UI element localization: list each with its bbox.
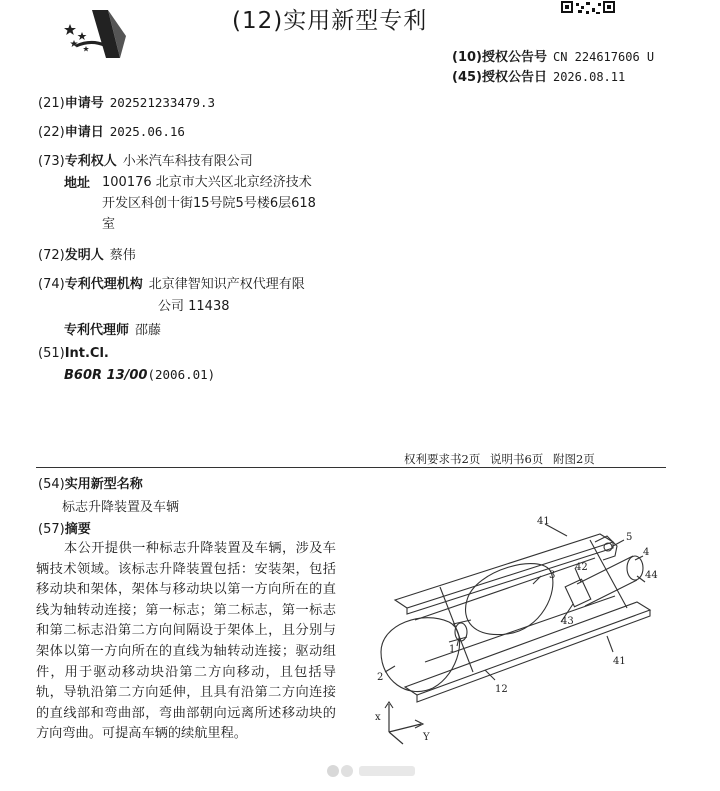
agent-row bbox=[64, 319, 161, 338]
section-divider bbox=[36, 467, 666, 468]
field-label: 申请日 bbox=[64, 125, 104, 140]
address-line: 100176 北京市大兴区北京经济技术 bbox=[102, 175, 312, 190]
patent-drawing bbox=[345, 512, 685, 757]
field-label: 地址 bbox=[64, 176, 91, 191]
label-43: 43 bbox=[561, 616, 574, 627]
field-code: (73) bbox=[38, 154, 65, 169]
application-number-row bbox=[38, 92, 215, 111]
patentee-name: 小米汽车科技有限公司 bbox=[122, 154, 253, 169]
field-code: (74) bbox=[38, 277, 65, 292]
label-44: 44 bbox=[645, 570, 658, 581]
axis-x-label: x bbox=[375, 712, 381, 723]
application-number: 202521233479.3 bbox=[109, 95, 216, 110]
application-date: 2025.06.16 bbox=[109, 124, 185, 139]
cnipa-logo-icon bbox=[62, 6, 136, 64]
agency-name: 北京律智知识产权代理有限 bbox=[148, 277, 305, 292]
watermark-icon bbox=[325, 762, 421, 780]
field-code: (51) bbox=[38, 346, 65, 361]
field-code: (57) bbox=[38, 522, 65, 537]
field-label: 实用新型名称 bbox=[64, 477, 143, 492]
document-title: (12)实用新型专利 bbox=[232, 8, 428, 34]
field-code: (21) bbox=[38, 96, 65, 111]
label-4: 4 bbox=[643, 547, 650, 558]
label-42: 42 bbox=[575, 562, 588, 573]
publication-number: CN 224617606 U bbox=[552, 50, 655, 64]
field-label: 专利代理师 bbox=[64, 323, 130, 338]
field-code: (22) bbox=[38, 125, 65, 140]
field-label: 摘要 bbox=[64, 522, 91, 537]
label-1: 1 bbox=[449, 644, 456, 655]
field-label: Int.Cl. bbox=[64, 346, 109, 361]
inventor-row bbox=[38, 244, 136, 263]
field-label: 申请号 bbox=[64, 96, 104, 111]
label-41-top: 41 bbox=[537, 516, 550, 527]
inventor-name: 蔡伟 bbox=[109, 248, 136, 263]
publication-date: 2026.08.11 bbox=[552, 70, 626, 84]
agency-row bbox=[38, 273, 305, 292]
field-code: (54) bbox=[38, 477, 65, 492]
label-2: 2 bbox=[377, 672, 384, 683]
axis-y-label: Y bbox=[423, 732, 430, 743]
address-line: 开发区科创十街15号院5号楼6层618 bbox=[102, 196, 316, 211]
utility-title-text: 标志升降装置及车辆 bbox=[62, 500, 180, 515]
field-label: 专利权人 bbox=[64, 154, 117, 169]
intcl-version: (2006.01) bbox=[147, 367, 216, 382]
utility-title bbox=[62, 496, 179, 515]
intcl-class: B60R 13/00 bbox=[64, 368, 148, 383]
label-5: 5 bbox=[626, 532, 633, 543]
agency-row-continued bbox=[158, 295, 230, 314]
publication-number-row bbox=[452, 46, 654, 65]
intcl-row bbox=[38, 346, 115, 361]
address-line: 室 bbox=[102, 217, 116, 232]
abstract-text: 本公开提供一种标志升降装置及车辆，涉及车辆技术领域。该标志升降装置包括：安装架，包括移动块和架体，架体与移动块以第一方向所在的直线为轴转动连接；第一标志；第二标志，第一标志和第二标志沿第二方向间隔设于架体上，且分别与架体以第一方向所在的直线为轴转动连接；驱动组件，用于驱动移动块沿第二方向移动，且包括导轨，导轨沿第二方向延伸，且具有沿第二方向连接的直线部和弯曲部，弯曲部朝向远离所述移动块的方向弯曲。可提高车辆的续航里程。 bbox=[36, 541, 336, 742]
publication-date-label: (45)授权公告日 bbox=[452, 70, 547, 85]
field-code: (72) bbox=[38, 248, 65, 263]
publication-date-row bbox=[452, 66, 625, 85]
page-counts: 权利要求书2页 说明书6页 附图2页 bbox=[404, 452, 595, 466]
label-41-bottom: 41 bbox=[613, 656, 626, 667]
patentee-row bbox=[38, 150, 253, 169]
field-label: 发明人 bbox=[64, 248, 104, 263]
address-label bbox=[64, 172, 96, 191]
utility-title-heading bbox=[38, 473, 149, 492]
application-date-row bbox=[38, 121, 185, 140]
field-label: 专利代理机构 bbox=[64, 277, 143, 292]
agent-name: 邵藤 bbox=[135, 323, 162, 338]
abstract-heading bbox=[38, 518, 97, 537]
intcl-class-row bbox=[64, 367, 215, 383]
address-value bbox=[102, 172, 342, 235]
label-12: 12 bbox=[495, 684, 508, 695]
publication-number-label: (10)授权公告号 bbox=[452, 50, 547, 65]
agency-name-continued: 公司 11438 bbox=[158, 299, 230, 314]
label-3: 3 bbox=[549, 570, 556, 581]
qr-code-icon bbox=[560, 0, 616, 16]
